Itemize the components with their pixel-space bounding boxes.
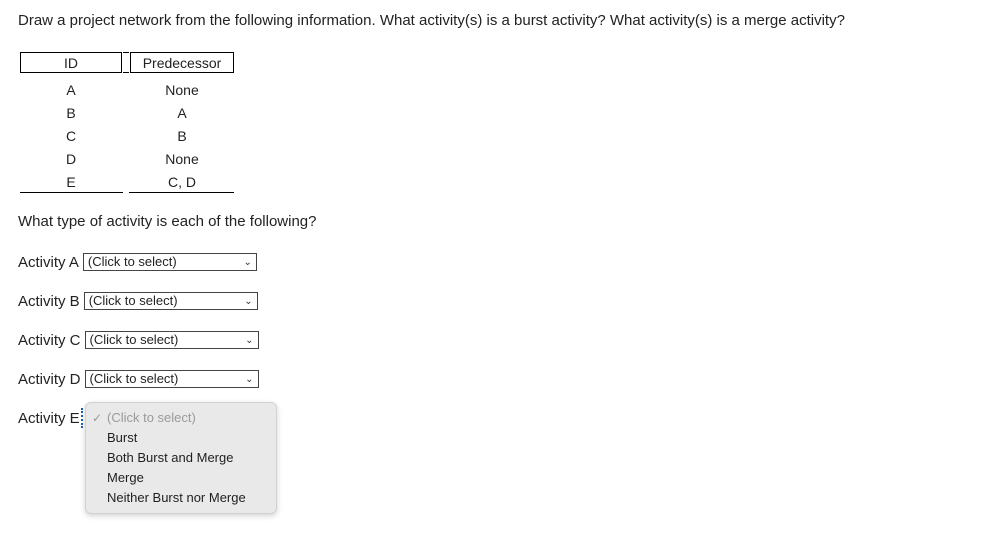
header-id: ID <box>20 52 122 73</box>
cell-predecessor: B <box>177 128 187 144</box>
activity-e-label: Activity E <box>18 409 80 427</box>
activity-e-row <box>18 408 86 428</box>
chevron-down-icon: ⌄ <box>245 335 254 346</box>
cell-id: A <box>66 82 76 98</box>
header-predecessor: Predecessor <box>130 52 234 73</box>
option-label: (Click to select) <box>107 410 196 425</box>
select-value: (Click to select) <box>88 293 178 308</box>
activity-c-select[interactable] <box>85 331 259 349</box>
table-row <box>20 148 234 171</box>
table-header <box>20 52 234 74</box>
chevron-down-icon: ⌄ <box>243 257 252 268</box>
activity-c-label: Activity C <box>18 331 81 349</box>
select-value: (Click to select) <box>89 332 179 347</box>
dropdown-option[interactable] <box>86 468 276 488</box>
option-label: Merge <box>107 470 144 485</box>
subquestion-text: What type of activity is each of the following? <box>18 213 317 230</box>
option-label: Burst <box>107 430 138 445</box>
header-divider <box>123 52 129 53</box>
predecessor-table <box>20 52 234 194</box>
activity-a-label: Activity A <box>18 253 79 271</box>
table-row <box>20 79 234 102</box>
cell-predecessor: None <box>165 151 199 167</box>
cell-predecessor: C, D <box>168 174 196 190</box>
table-row <box>20 125 234 148</box>
activity-a-select[interactable] <box>83 253 257 271</box>
cell-predecessor: A <box>177 105 187 121</box>
chevron-down-icon: ⌄ <box>245 374 254 385</box>
question-text: Draw a project network from the following information. What activity(s) is a burst activity? What activity(s) is a merge activity? <box>18 12 845 29</box>
activity-e-dropdown-menu <box>85 402 277 514</box>
table-row <box>20 102 234 125</box>
cell-id: C <box>65 128 77 144</box>
dropdown-option[interactable] <box>86 488 276 508</box>
activity-c-row <box>18 330 259 350</box>
checkmark-icon: ✓ <box>92 411 103 425</box>
table-row <box>20 171 234 194</box>
select-value: (Click to select) <box>87 254 177 269</box>
activity-b-label: Activity B <box>18 292 80 310</box>
dropdown-option[interactable] <box>86 408 276 428</box>
table-bottom-rule <box>20 192 234 193</box>
dropdown-option[interactable] <box>86 448 276 468</box>
cell-predecessor: None <box>165 82 199 98</box>
option-label: Both Burst and Merge <box>107 450 234 465</box>
dropdown-option[interactable] <box>86 428 276 448</box>
cell-id: E <box>66 174 76 190</box>
activity-d-select[interactable] <box>85 370 259 388</box>
cell-id: D <box>65 151 77 167</box>
select-value: (Click to select) <box>89 371 179 386</box>
chevron-down-icon: ⌄ <box>244 296 253 307</box>
header-divider <box>123 72 129 73</box>
activity-b-row <box>18 291 258 311</box>
activity-d-label: Activity D <box>18 370 81 388</box>
option-label: Neither Burst nor Merge <box>107 490 246 505</box>
cell-id: B <box>66 105 76 121</box>
activity-b-select[interactable] <box>84 292 258 310</box>
activity-d-row <box>18 369 259 389</box>
activity-a-row <box>18 252 257 272</box>
